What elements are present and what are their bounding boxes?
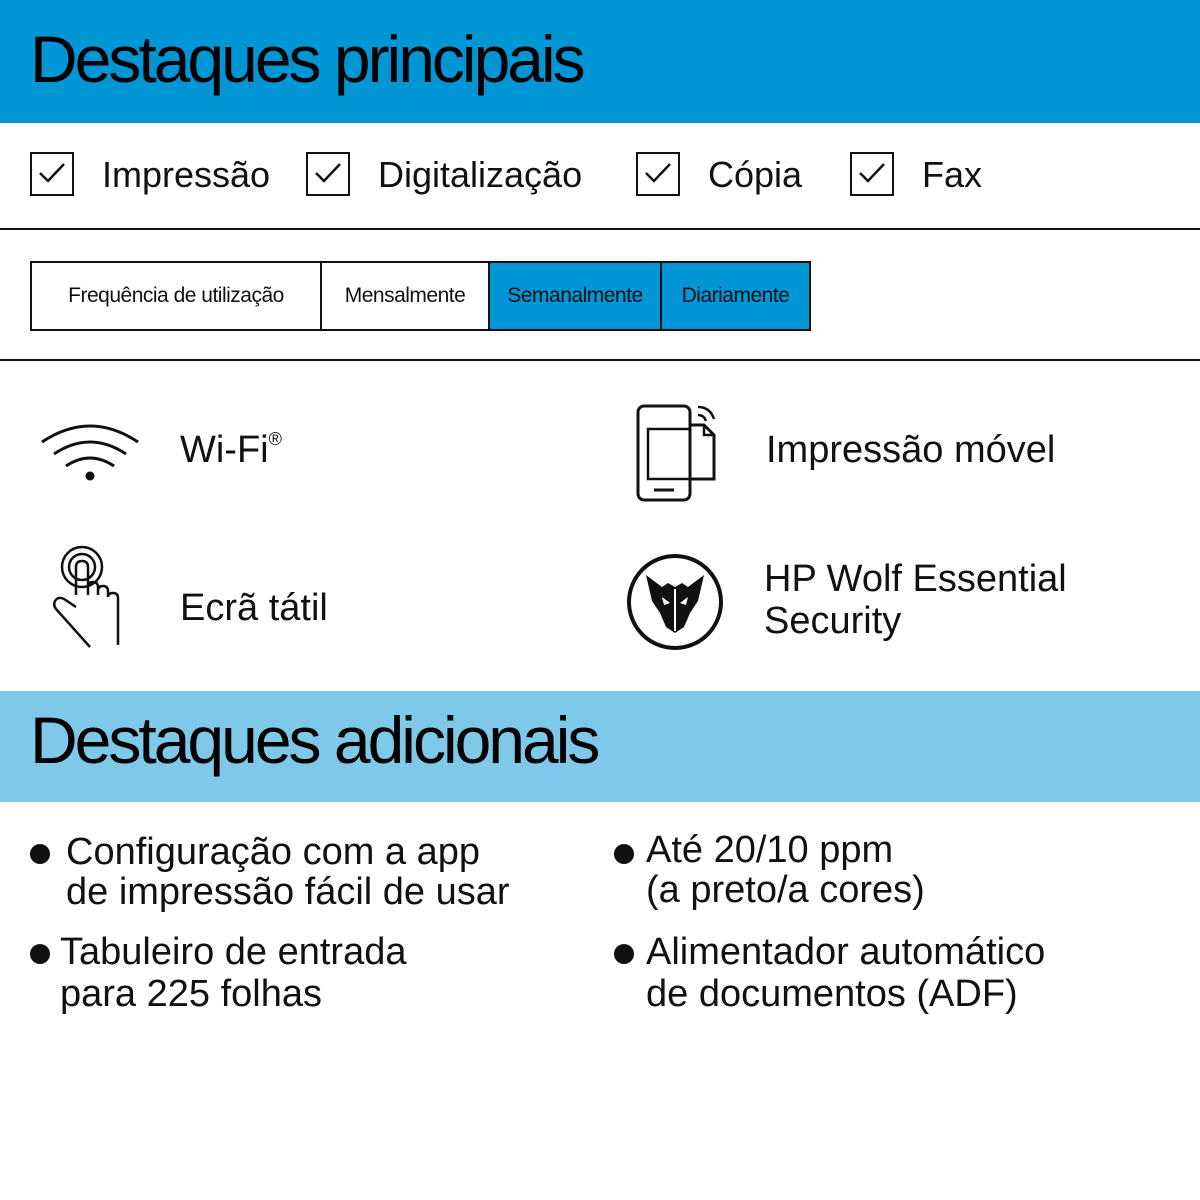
mobile-print-icon	[634, 403, 718, 508]
usage-frequency-table	[30, 261, 811, 331]
function-label: Impressão	[102, 154, 271, 195]
frequency-weekly: Semanalmente	[488, 263, 660, 329]
feature-label: Wi-Fi	[180, 429, 269, 471]
feature-touch-screen: Ecrã tátil	[180, 587, 328, 629]
list-item-line: para 225 folhas	[60, 973, 322, 1015]
list-item-line: Configuração com a app	[66, 831, 481, 873]
check-icon	[636, 152, 680, 196]
list-item-line: de documentos (ADF)	[646, 973, 1018, 1015]
function-label: Digitalização	[378, 154, 583, 195]
divider	[0, 228, 1200, 230]
bullet-dot	[614, 844, 634, 864]
check-icon	[850, 152, 894, 196]
usage-frequency-label: Frequência de utilização	[68, 284, 284, 307]
feature-mobile-print: Impressão móvel	[766, 429, 1056, 471]
wolf-security-icon	[626, 553, 724, 656]
touch-screen-icon	[50, 545, 130, 654]
divider	[0, 359, 1200, 361]
function-label: Cópia	[708, 154, 803, 195]
list-item-line: de impressão fácil de usar	[66, 871, 510, 913]
registered-mark: ®	[268, 429, 282, 449]
main-highlights-header	[0, 0, 1200, 123]
check-icon	[30, 152, 74, 196]
check-icon	[306, 152, 350, 196]
function-label: Fax	[922, 154, 983, 195]
list-item-line: Tabuleiro de entrada	[60, 931, 407, 973]
feature-label-line: HP Wolf Essential	[764, 558, 1067, 600]
wifi-icon	[38, 420, 142, 489]
additional-highlights-header	[0, 691, 1200, 802]
main-highlights-title: Destaques principais	[30, 22, 583, 96]
bullet-dot	[30, 844, 50, 864]
list-item-line: (a preto/a cores)	[646, 869, 925, 911]
feature-label-line: Security	[764, 600, 902, 642]
list-item-line: Até 20/10 ppm	[646, 829, 894, 871]
feature-wolf-security	[764, 558, 1067, 642]
bullet-dot	[614, 944, 634, 964]
list-item-line: Alimentador automático	[646, 931, 1046, 973]
feature-wifi	[180, 429, 282, 471]
frequency-daily: Diariamente	[660, 263, 809, 329]
bullet-dot	[30, 944, 50, 964]
additional-highlights-title: Destaques adicionais	[30, 703, 598, 777]
frequency-monthly: Mensalmente	[320, 263, 488, 329]
